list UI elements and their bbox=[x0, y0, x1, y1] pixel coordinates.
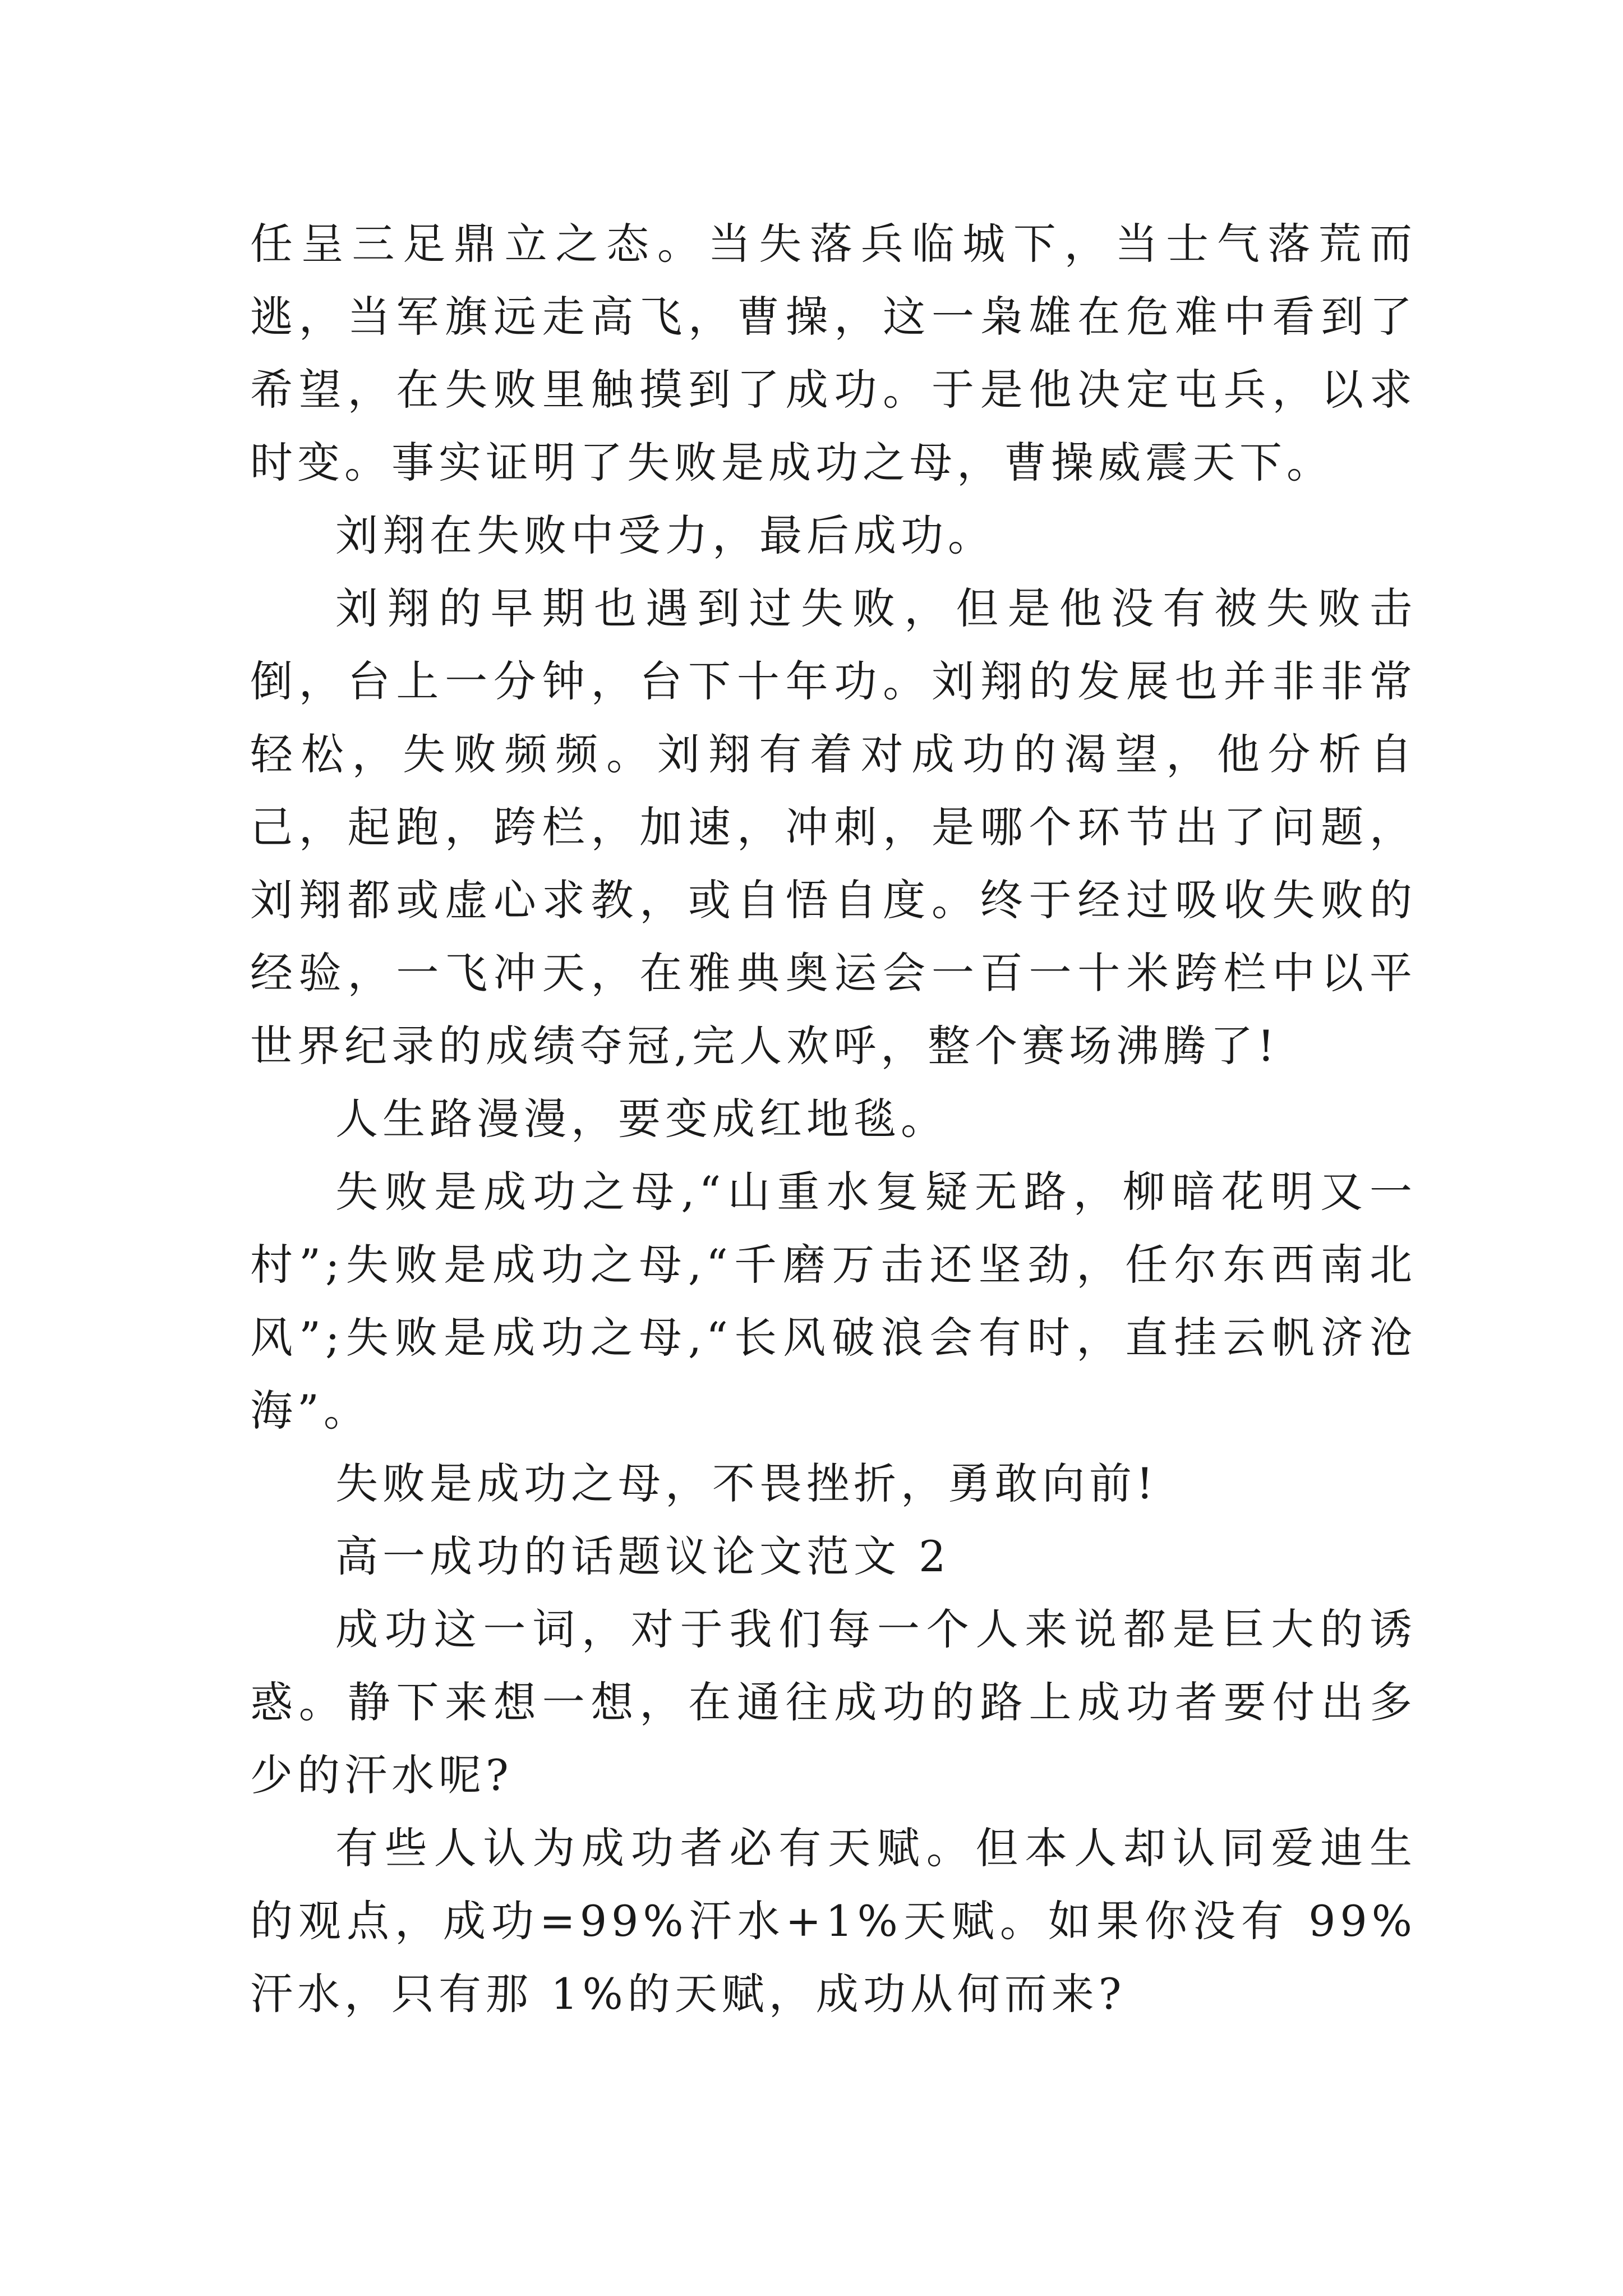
paragraph-liu-xiang-heading: 刘翔在失败中受力，最后成功。 bbox=[335, 510, 995, 560]
paragraph-success-temptation: 成功这一词，对于我们每一个人来说都是巨大的诱惑。静下来想一想，在通往成功的路上成功者要付出多少的汗水呢? bbox=[250, 1604, 1417, 1800]
paragraph-poem-quotes: 失败是成功之母,“山重水复疑无路，柳暗花明又一村”;失败是成功之母,“千磨万击还坚劲，任尔东西南北风”;失败是成功之母,“长风破浪会有时，直挂云帆济沧海”。 bbox=[250, 1167, 1417, 1435]
paragraph-cao-cao: 任呈三足鼎立之态。当失落兵临城下，当士气落荒而逃，当军旗远走高飞，曹操，这一枭雄在危难中看到了希望，在失败里触摸到了成功。于是他决定屯兵，以求时变。事实证明了失败是成功之母，曹操威震天下。 bbox=[250, 219, 1417, 487]
article-body bbox=[250, 208, 1417, 2031]
section-title-essay-2: 高一成功的话题议论文范文 2 bbox=[335, 1531, 951, 1581]
paragraph-life-road: 人生路漫漫，要变成红地毯。 bbox=[335, 1094, 948, 1144]
paragraph-liu-xiang-story: 刘翔的早期也遇到过失败，但是他没有被失败击倒，台上一分钟，台下十年功。刘翔的发展也并非非常轻松，失败频频。刘翔有着对成功的渴望，他分析自己，起跑，跨栏，加速，冲刺，是哪个环节出了问题，刘翔都或虚心求教，或自悟自度。终于经过吸收失败的经验，一飞冲天，在雅典奥运会一百一十米跨栏中以平世界纪录的成绩夺冠,完人欢呼，整个赛场沸腾了! bbox=[250, 583, 1417, 1071]
paragraph-edison: 有些人认为成功者必有天赋。但本人却认同爱迪生的观点，成功=99%汗水+1%天赋。如果你没有 99%汗水，只有那 1%的天赋，成功从何而来? bbox=[250, 1823, 1417, 2019]
paragraph-conclusion: 失败是成功之母，不畏挫折，勇敢向前! bbox=[335, 1458, 1158, 1508]
